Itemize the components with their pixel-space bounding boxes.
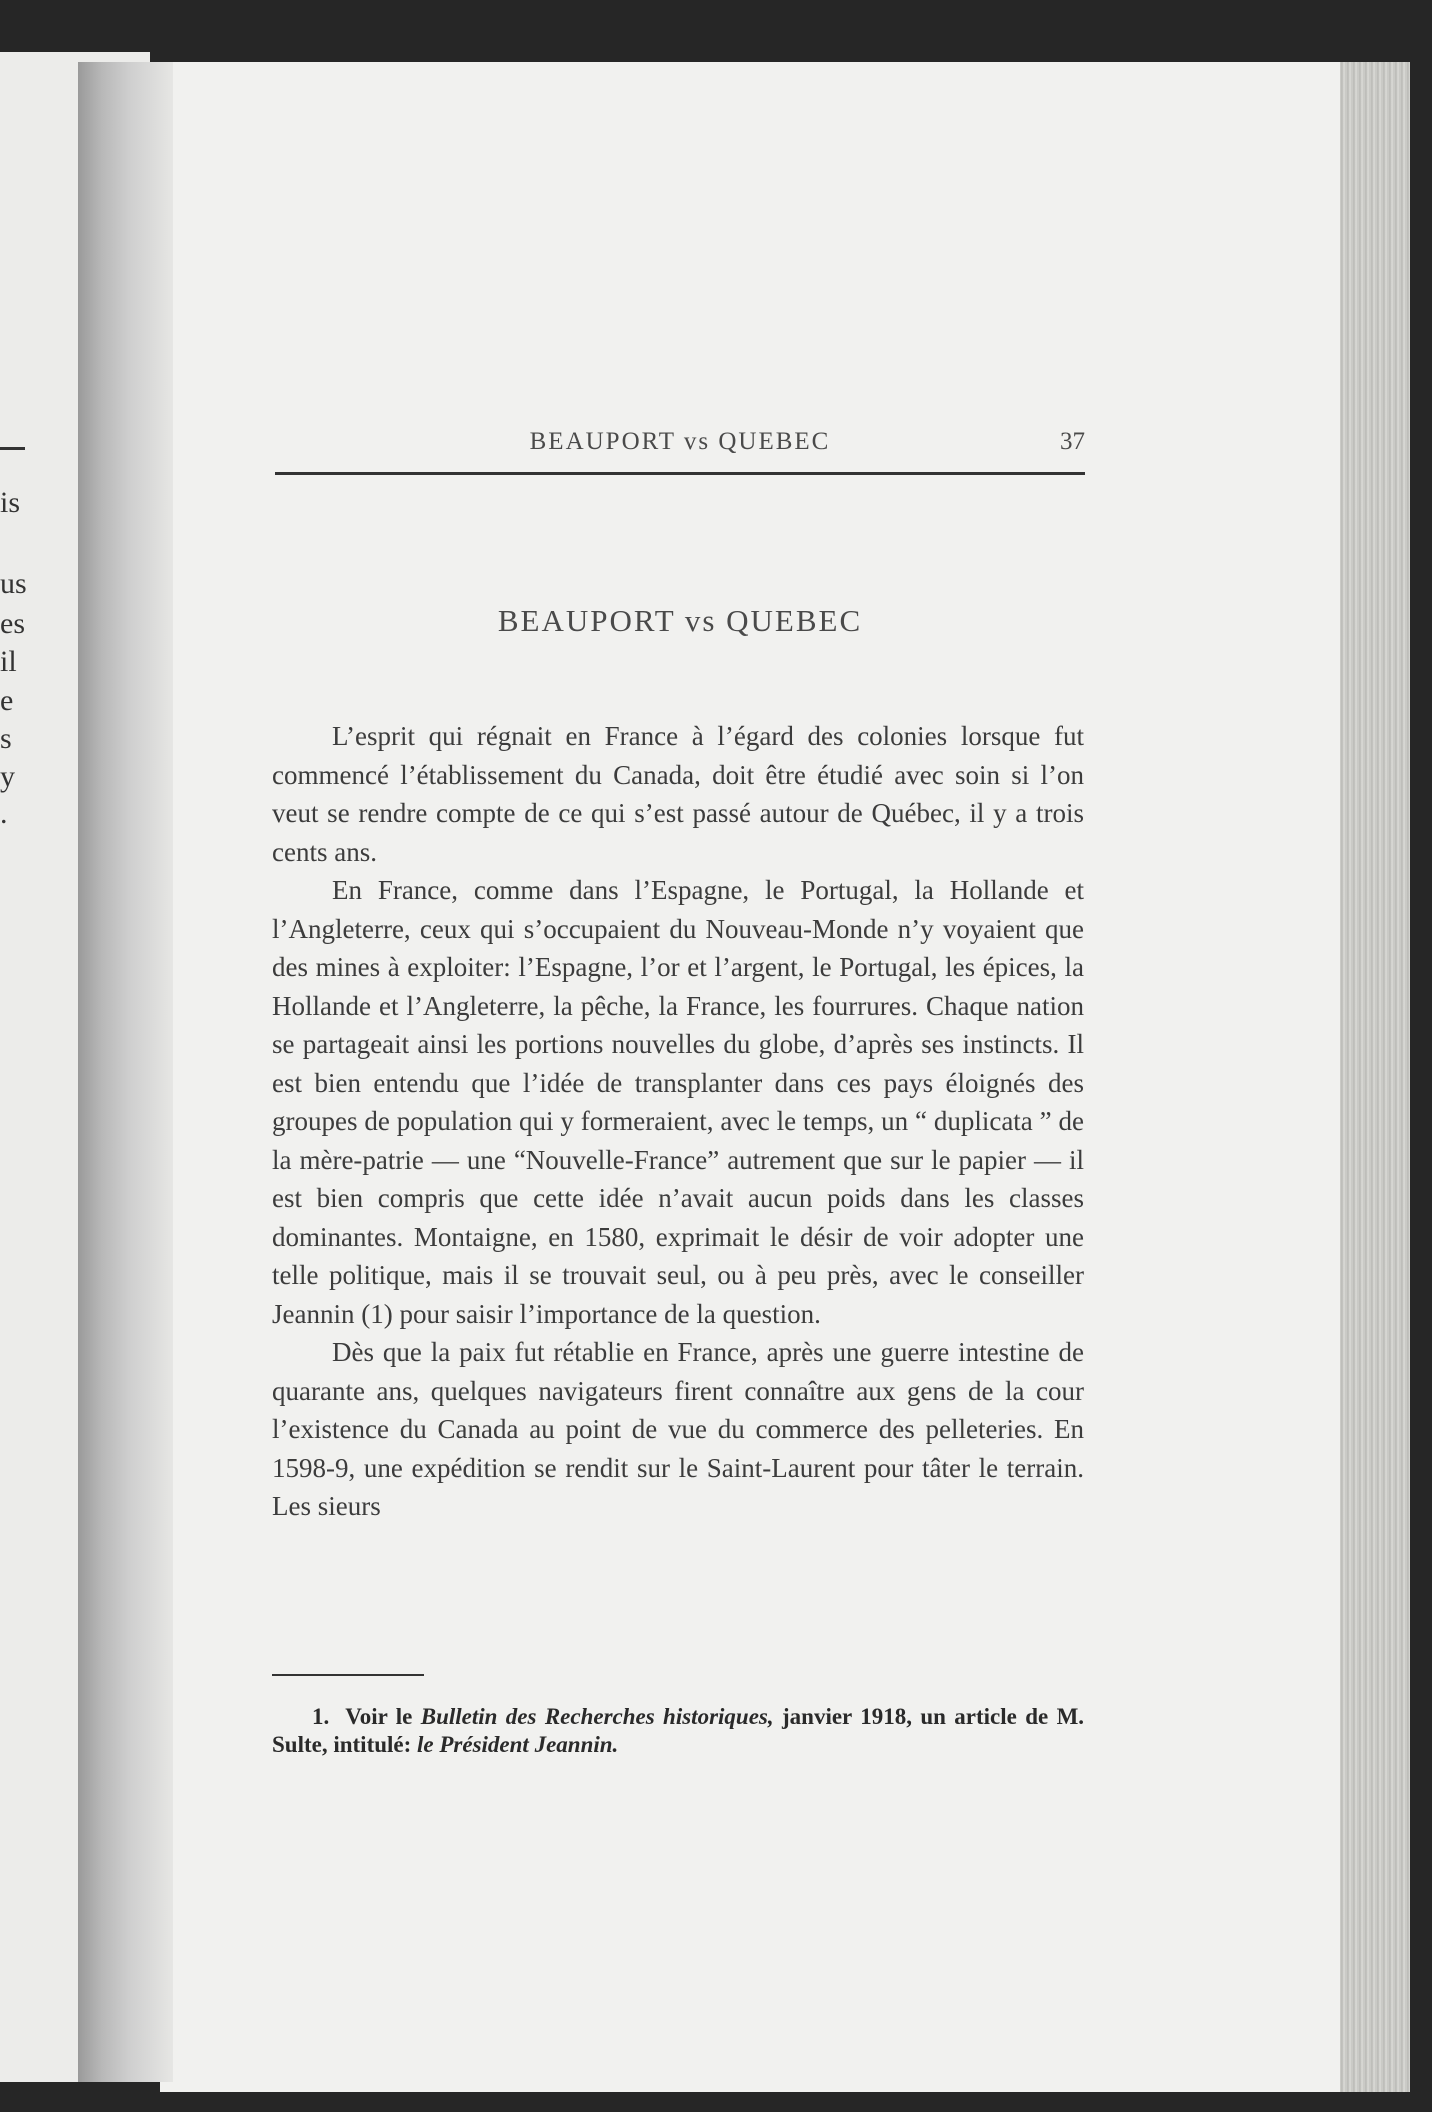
footnote-bulletin-title: Bulletin des Recherches historiques, [420,1704,774,1729]
left-page-fragment: e [0,684,14,717]
footnote-text: Voir le [345,1704,413,1729]
running-head [275,428,1085,468]
page-edge [1340,62,1410,2092]
left-page-fragment: y [0,760,15,793]
left-page-fragment: s [0,722,12,755]
footnote-article-title: le Président Jeannin. [417,1732,619,1757]
body-text [272,717,1084,1526]
running-title: BEAUPORT vs QUEBEC [529,428,831,455]
paragraph: En France, comme dans l’Espagne, le Portugal, la Hollande et l’Angleterre, ceux qui s’occupaient du Nouveau-Monde n’y voyaient que des mines à exploiter: l’Espagne, l’or et l’argent, le Portugal, les épices, la Hollande et l’Angleterre, la pêche, la France, les fourrures. Chaque nation se partageait ainsi les portions nouvelles du globe, d’après ses instincts. Il est bien entendu que l’idée de transplanter dans ces pays éloignés des groupes de population qui y formeraient, avec le temps, un “ duplicata ” de la mère-patrie — une “Nouvelle-France” autrement que sur le papier — il est bien compris que cette idée n’avait aucun poids dans les classes dominantes. Montaigne, en 1580, exprimait le désir de voir adopter une telle politique, mais il se trouvait seul, ou à peu près, avec le conseiller Jeannin (1) pour saisir l’importance de la question. [272,875,1084,1329]
gutter-shadow [78,62,173,2082]
page-number: 37 [1060,428,1085,455]
left-page-fragment: es [0,607,25,640]
left-page-fragment: . [0,797,8,830]
footnote-text: janvier 1918, un article de M. Sulte, intitulé: [272,1704,1085,1757]
left-page-fragment: is [0,486,21,519]
header-rule [275,472,1085,475]
paragraph: L’esprit qui régnait en France à l’égard des colonies lorsque fut commencé l’établissement du Canada, doit être étudié avec soin si l’on veut se rendre compte de ce qui s’est passé autour de Québec, il y a trois cents ans. [272,721,1084,867]
left-page-header-rule [0,447,25,450]
left-page-fragment: us [0,567,27,600]
left-page-fragment: il [0,645,17,678]
footnote-rule [272,1674,424,1676]
footnote-marker: 1. [312,1704,330,1729]
footnote [272,1703,1084,1759]
paragraph: Dès que la paix fut rétablie en France, après une guerre intestine de quarante ans, quelques navigateurs firent connaître aux gens de la cour l’existence du Canada au point de vue du commerce des pelleteries. En 1598-9, une expédition se rendit sur le Saint-Laurent pour tâter le terrain. Les sieurs [272,1337,1084,1521]
left-page-text-fragments [0,52,40,2082]
chapter-title: BEAUPORT vs QUEBEC [497,603,863,638]
